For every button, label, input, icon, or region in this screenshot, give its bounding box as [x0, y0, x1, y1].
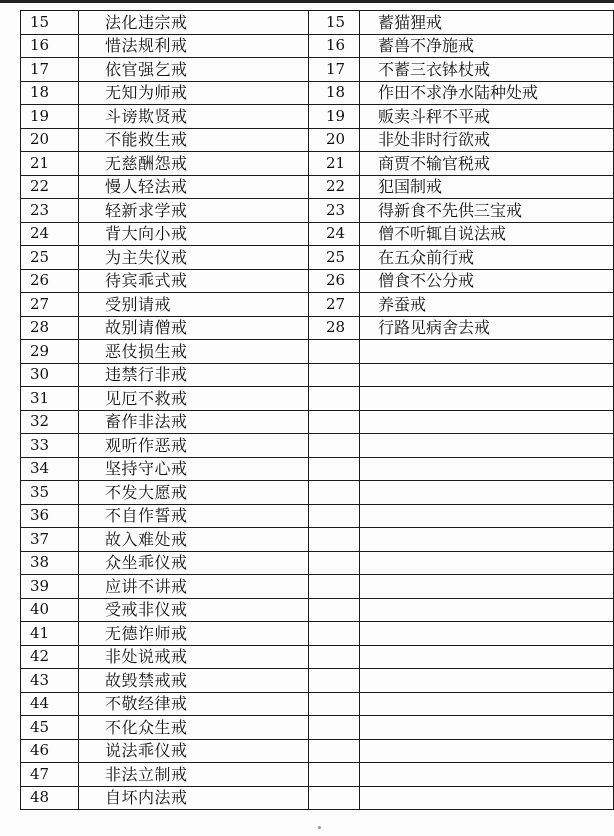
- right-precept-cell-empty: [360, 786, 614, 810]
- left-precept-cell: 不发大愿戒: [79, 481, 309, 505]
- right-precept-cell: 非处非时行欲戒: [360, 128, 614, 152]
- left-number-cell: 39: [21, 575, 79, 599]
- left-precept-cell: 故别请僧戒: [79, 316, 309, 340]
- table-row: [21, 11, 614, 35]
- right-number-cell: 17: [309, 58, 360, 82]
- right-precept-cell-empty: [360, 739, 614, 763]
- left-precept-cell: 恶伎损生戒: [79, 340, 309, 364]
- left-number-cell: 26: [21, 269, 79, 293]
- left-precept-cell: 非处说戒戒: [79, 645, 309, 669]
- right-precept-cell-empty: [360, 692, 614, 716]
- left-precept-cell: 待宾乖式戒: [79, 269, 309, 293]
- left-precept-cell: 坚持守心戒: [79, 457, 309, 481]
- left-precept-cell: 无知为师戒: [79, 81, 309, 105]
- left-number-cell: 47: [21, 763, 79, 787]
- left-number-cell: 35: [21, 481, 79, 505]
- table-row: [21, 692, 614, 716]
- right-number-cell-empty: [309, 763, 360, 787]
- right-precept-cell: 蓄猫狸戒: [360, 11, 614, 35]
- right-number-cell-empty: [309, 363, 360, 387]
- table-row: [21, 551, 614, 575]
- table-row: [21, 387, 614, 411]
- table-row: [21, 81, 614, 105]
- left-number-cell: 29: [21, 340, 79, 364]
- right-number-cell: 16: [309, 34, 360, 58]
- right-number-cell-empty: [309, 504, 360, 528]
- left-precept-cell: 不化众生戒: [79, 716, 309, 740]
- right-precept-cell-empty: [360, 763, 614, 787]
- left-number-cell: 46: [21, 739, 79, 763]
- left-number-cell: 48: [21, 786, 79, 810]
- left-number-cell: 28: [21, 316, 79, 340]
- right-precept-cell-empty: [360, 598, 614, 622]
- right-number-cell-empty: [309, 739, 360, 763]
- right-precept-cell: 蓄兽不净施戒: [360, 34, 614, 58]
- table-row: [21, 105, 614, 129]
- left-precept-cell: 见厄不救戒: [79, 387, 309, 411]
- left-precept-cell: 无德诈师戒: [79, 622, 309, 646]
- left-number-cell: 40: [21, 598, 79, 622]
- table-row: [21, 199, 614, 223]
- right-precept-cell-empty: [360, 387, 614, 411]
- right-number-cell: 26: [309, 269, 360, 293]
- left-number-cell: 43: [21, 669, 79, 693]
- left-precept-cell: 法化违宗戒: [79, 11, 309, 35]
- table-row: [21, 598, 614, 622]
- table-row: [21, 175, 614, 199]
- right-number-cell-empty: [309, 622, 360, 646]
- table-row: [21, 269, 614, 293]
- right-precept-cell-empty: [360, 363, 614, 387]
- left-number-cell: 38: [21, 551, 79, 575]
- table-row: [21, 575, 614, 599]
- left-number-cell: 22: [21, 175, 79, 199]
- right-number-cell-empty: [309, 645, 360, 669]
- left-number-cell: 17: [21, 58, 79, 82]
- left-precept-cell: 无慈酬怨戒: [79, 152, 309, 176]
- table-row: [21, 528, 614, 552]
- right-precept-cell-empty: [360, 669, 614, 693]
- right-number-cell-empty: [309, 716, 360, 740]
- right-number-cell: 18: [309, 81, 360, 105]
- left-number-cell: 25: [21, 246, 79, 270]
- right-precept-cell-empty: [360, 575, 614, 599]
- left-number-cell: 32: [21, 410, 79, 434]
- left-number-cell: 44: [21, 692, 79, 716]
- right-number-cell: 15: [309, 11, 360, 35]
- left-precept-cell: 观听作恶戒: [79, 434, 309, 458]
- left-number-cell: 30: [21, 363, 79, 387]
- right-precept-cell-empty: [360, 622, 614, 646]
- right-number-cell-empty: [309, 551, 360, 575]
- left-number-cell: 16: [21, 34, 79, 58]
- table-row: [21, 58, 614, 82]
- table-row: [21, 222, 614, 246]
- right-number-cell-empty: [309, 692, 360, 716]
- right-precept-cell-empty: [360, 645, 614, 669]
- left-number-cell: 31: [21, 387, 79, 411]
- right-precept-cell-empty: [360, 551, 614, 575]
- left-precept-cell: 背大向小戒: [79, 222, 309, 246]
- right-precept-cell: 贩卖斗秤不平戒: [360, 105, 614, 129]
- table-row: [21, 434, 614, 458]
- left-precept-cell: 不自作誓戒: [79, 504, 309, 528]
- table-row: [21, 739, 614, 763]
- table-row: [21, 716, 614, 740]
- left-precept-cell: 非法立制戒: [79, 763, 309, 787]
- left-precept-cell: 受别请戒: [79, 293, 309, 317]
- table-row: [21, 246, 614, 270]
- right-precept-cell-empty: [360, 457, 614, 481]
- right-number-cell: 25: [309, 246, 360, 270]
- right-precept-cell: 作田不求净水陆种处戒: [360, 81, 614, 105]
- right-number-cell: 27: [309, 293, 360, 317]
- right-precept-cell: 僧不听辄自说法戒: [360, 222, 614, 246]
- right-precept-cell: 不蓄三衣钵杖戒: [360, 58, 614, 82]
- left-precept-cell: 斗谤欺贤戒: [79, 105, 309, 129]
- right-precept-cell-empty: [360, 528, 614, 552]
- table-row: [21, 363, 614, 387]
- table-row: [21, 457, 614, 481]
- right-precept-cell-empty: [360, 504, 614, 528]
- left-precept-cell: 违禁行非戒: [79, 363, 309, 387]
- right-number-cell: 23: [309, 199, 360, 223]
- right-number-cell-empty: [309, 434, 360, 458]
- left-precept-cell: 受戒非仪戒: [79, 598, 309, 622]
- left-precept-cell: 应讲不讲戒: [79, 575, 309, 599]
- right-number-cell-empty: [309, 410, 360, 434]
- right-precept-cell-empty: [360, 410, 614, 434]
- right-precept-cell-empty: [360, 340, 614, 364]
- left-precept-cell: 为主失仪戒: [79, 246, 309, 270]
- left-number-cell: 33: [21, 434, 79, 458]
- right-precept-cell: 犯国制戒: [360, 175, 614, 199]
- left-precept-cell: 轻新求学戒: [79, 199, 309, 223]
- left-number-cell: 24: [21, 222, 79, 246]
- precepts-table: [20, 10, 614, 810]
- right-precept-cell: 在五众前行戒: [360, 246, 614, 270]
- table-row: [21, 763, 614, 787]
- left-number-cell: 42: [21, 645, 79, 669]
- table-row: [21, 340, 614, 364]
- left-number-cell: 15: [21, 11, 79, 35]
- left-precept-cell: 畜作非法戒: [79, 410, 309, 434]
- right-number-cell-empty: [309, 457, 360, 481]
- table-row: [21, 481, 614, 505]
- right-number-cell-empty: [309, 340, 360, 364]
- left-precept-cell: 不敬经律戒: [79, 692, 309, 716]
- left-number-cell: 21: [21, 152, 79, 176]
- left-precept-cell: 自坏内法戒: [79, 786, 309, 810]
- table-row: [21, 128, 614, 152]
- table-row: [21, 786, 614, 810]
- right-number-cell-empty: [309, 575, 360, 599]
- left-precept-cell: 说法乖仪戒: [79, 739, 309, 763]
- table-row: [21, 645, 614, 669]
- left-number-cell: 36: [21, 504, 79, 528]
- right-precept-cell: 得新食不先供三宝戒: [360, 199, 614, 223]
- left-number-cell: 34: [21, 457, 79, 481]
- right-precept-cell-empty: [360, 434, 614, 458]
- right-precept-cell: 商贾不输官税戒: [360, 152, 614, 176]
- right-number-cell-empty: [309, 481, 360, 505]
- left-number-cell: 20: [21, 128, 79, 152]
- left-precept-cell: 众坐乖仪戒: [79, 551, 309, 575]
- table-row: [21, 504, 614, 528]
- left-precept-cell: 惜法规利戒: [79, 34, 309, 58]
- right-number-cell: 28: [309, 316, 360, 340]
- right-precept-cell-empty: [360, 481, 614, 505]
- table-row: [21, 293, 614, 317]
- right-precept-cell-empty: [360, 716, 614, 740]
- right-precept-cell: 养蚕戒: [360, 293, 614, 317]
- left-precept-cell: 依官强乞戒: [79, 58, 309, 82]
- table-row: [21, 669, 614, 693]
- right-number-cell: 21: [309, 152, 360, 176]
- right-number-cell-empty: [309, 387, 360, 411]
- left-number-cell: 23: [21, 199, 79, 223]
- scan-speck: [318, 826, 321, 829]
- left-number-cell: 18: [21, 81, 79, 105]
- left-precept-cell: 不能救生戒: [79, 128, 309, 152]
- right-number-cell-empty: [309, 786, 360, 810]
- right-number-cell: 20: [309, 128, 360, 152]
- left-number-cell: 19: [21, 105, 79, 129]
- table-row: [21, 410, 614, 434]
- right-number-cell-empty: [309, 669, 360, 693]
- right-precept-cell: 僧食不公分戒: [360, 269, 614, 293]
- table-row: [21, 34, 614, 58]
- left-number-cell: 27: [21, 293, 79, 317]
- left-precept-cell: 慢人轻法戒: [79, 175, 309, 199]
- right-number-cell: 19: [309, 105, 360, 129]
- right-number-cell: 24: [309, 222, 360, 246]
- table-row: [21, 622, 614, 646]
- left-number-cell: 41: [21, 622, 79, 646]
- left-number-cell: 45: [21, 716, 79, 740]
- right-number-cell-empty: [309, 598, 360, 622]
- right-number-cell: 22: [309, 175, 360, 199]
- precepts-table-body: [21, 11, 614, 810]
- left-precept-cell: 故入难处戒: [79, 528, 309, 552]
- left-number-cell: 37: [21, 528, 79, 552]
- left-precept-cell: 故毁禁戒戒: [79, 669, 309, 693]
- table-row: [21, 152, 614, 176]
- table-row: [21, 316, 614, 340]
- right-number-cell-empty: [309, 528, 360, 552]
- right-precept-cell: 行路见病舍去戒: [360, 316, 614, 340]
- top-rule: [0, 0, 614, 3]
